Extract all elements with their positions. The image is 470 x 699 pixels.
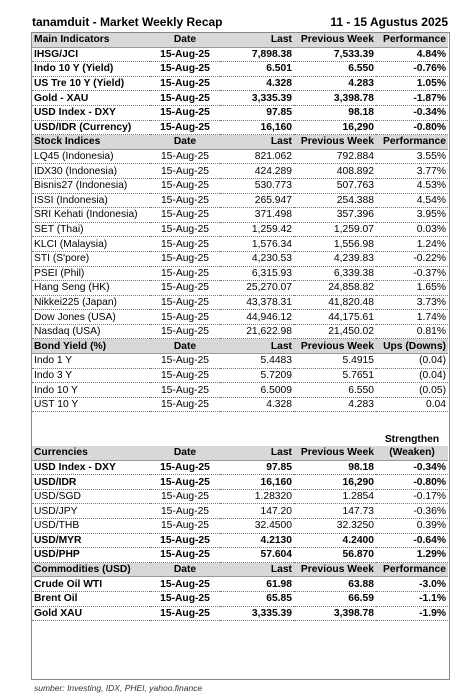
row-last: 57.604: [220, 548, 294, 563]
row-previous: 254.388: [294, 193, 376, 208]
column-header: Last: [220, 339, 294, 354]
spacer-row: [32, 412, 448, 426]
row-date: 15-Aug-25: [150, 164, 220, 179]
row-last: 821.062: [220, 149, 294, 164]
table-row: [32, 149, 448, 164]
row-date: 15-Aug-25: [150, 149, 220, 164]
row-last: 424.289: [220, 164, 294, 179]
section-title: Bond Yield (%): [32, 339, 150, 354]
row-last: 1,576.34: [220, 237, 294, 252]
row-label: SRI Kehati (Indonesia): [32, 208, 150, 223]
table-row: [32, 208, 448, 223]
row-date: 15-Aug-25: [150, 251, 220, 266]
table-row: [32, 368, 448, 383]
row-change: -0.76%: [376, 62, 448, 77]
row-date: 15-Aug-25: [150, 237, 220, 252]
row-previous: 6,339.38: [294, 266, 376, 281]
row-last: 265.947: [220, 193, 294, 208]
row-previous: 16,290: [294, 475, 376, 490]
table-row: [32, 62, 448, 77]
table-row: [32, 281, 448, 296]
section-title: Stock Indices: [32, 135, 150, 150]
row-previous: 1,259.07: [294, 222, 376, 237]
strengthen-row: [32, 426, 448, 446]
row-change: -0.36%: [376, 504, 448, 519]
column-header: Last: [220, 446, 294, 460]
row-last: 65.85: [220, 591, 294, 606]
row-previous: 44,175.61: [294, 310, 376, 325]
row-date: 15-Aug-25: [150, 47, 220, 62]
row-label: Indo 10 Y (Yield): [32, 62, 150, 77]
table-row: [32, 237, 448, 252]
table-row: [32, 222, 448, 237]
row-date: 15-Aug-25: [150, 295, 220, 310]
row-change: 4.53%: [376, 178, 448, 193]
section-header-row: [32, 135, 448, 150]
row-change: -0.34%: [376, 105, 448, 120]
row-last: 530.773: [220, 178, 294, 193]
row-previous: 66.59: [294, 591, 376, 606]
row-label: LQ45 (Indonesia): [32, 149, 150, 164]
row-change: -3.0%: [376, 577, 448, 592]
row-label: Bisnis27 (Indonesia): [32, 178, 150, 193]
row-change: 3.95%: [376, 208, 448, 223]
row-date: 15-Aug-25: [150, 105, 220, 120]
table-row: [32, 324, 448, 339]
row-date: 15-Aug-25: [150, 397, 220, 412]
row-previous: 56.870: [294, 548, 376, 563]
row-date: 15-Aug-25: [150, 548, 220, 563]
column-header: Performance: [376, 33, 448, 47]
row-previous: 4.283: [294, 397, 376, 412]
row-change: 4.54%: [376, 193, 448, 208]
row-label: USD/IDR: [32, 475, 150, 490]
column-header: Previous Week: [294, 562, 376, 577]
row-last: 3,335.39: [220, 91, 294, 106]
row-label: USD/JPY: [32, 504, 150, 519]
column-header: Previous Week: [294, 339, 376, 354]
row-change: 1.74%: [376, 310, 448, 325]
row-label: Indo 1 Y: [32, 354, 150, 369]
row-last: 61.98: [220, 577, 294, 592]
recap-table: [32, 33, 448, 621]
row-label: PSEI (Phil): [32, 266, 150, 281]
spacer-cell: [150, 412, 220, 426]
table-row: [32, 295, 448, 310]
row-change: 1.65%: [376, 281, 448, 296]
row-last: 5.7209: [220, 368, 294, 383]
section-header-row: [32, 339, 448, 354]
row-date: 15-Aug-25: [150, 606, 220, 621]
row-label: US Tre 10 Y (Yield): [32, 76, 150, 91]
row-date: 15-Aug-25: [150, 504, 220, 519]
spacer-cell: [220, 412, 294, 426]
row-change: 3.55%: [376, 149, 448, 164]
row-previous: 21,450.02: [294, 324, 376, 339]
row-date: 15-Aug-25: [150, 91, 220, 106]
section-header-row: [32, 562, 448, 577]
section-title: Main Indicators: [32, 33, 150, 47]
row-label: USD/MYR: [32, 533, 150, 548]
row-last: 44,946.12: [220, 310, 294, 325]
row-previous: 6.550: [294, 383, 376, 398]
row-date: 15-Aug-25: [150, 368, 220, 383]
row-label: Gold - XAU: [32, 91, 150, 106]
row-previous: 16,290: [294, 120, 376, 135]
row-change: -1.1%: [376, 591, 448, 606]
column-header: Last: [220, 33, 294, 47]
row-label: USD/PHP: [32, 548, 150, 563]
table-row: [32, 577, 448, 592]
row-change: -0.22%: [376, 251, 448, 266]
row-previous: 4.2400: [294, 533, 376, 548]
row-last: 4,230.53: [220, 251, 294, 266]
row-change: 0.04: [376, 397, 448, 412]
row-last: 4.328: [220, 76, 294, 91]
row-date: 15-Aug-25: [150, 310, 220, 325]
row-previous: 408.892: [294, 164, 376, 179]
row-label: STI (S'pore): [32, 251, 150, 266]
row-last: 43,378.31: [220, 295, 294, 310]
section-title: Commodities (USD): [32, 562, 150, 577]
row-previous: 24,858.82: [294, 281, 376, 296]
row-label: Crude Oil WTI: [32, 577, 150, 592]
table-row: [32, 47, 448, 62]
row-date: 15-Aug-25: [150, 266, 220, 281]
row-change: (0.04): [376, 368, 448, 383]
table-row: [32, 489, 448, 504]
table-row: [32, 504, 448, 519]
row-change: 3.73%: [376, 295, 448, 310]
row-last: 4.328: [220, 397, 294, 412]
row-date: 15-Aug-25: [150, 489, 220, 504]
column-header: Date: [150, 446, 220, 460]
row-label: KLCI (Malaysia): [32, 237, 150, 252]
row-change: 0.03%: [376, 222, 448, 237]
row-change: 4.84%: [376, 47, 448, 62]
table-row: [32, 397, 448, 412]
row-previous: 63.88: [294, 577, 376, 592]
report-period: 11 - 15 Agustus 2025: [330, 15, 448, 29]
row-last: 371.498: [220, 208, 294, 223]
column-header: Previous Week: [294, 446, 376, 460]
column-header: Date: [150, 562, 220, 577]
row-last: 3,335.39: [220, 606, 294, 621]
row-last: 7,898.38: [220, 47, 294, 62]
column-header: (Weaken): [376, 446, 448, 460]
column-header: Performance: [376, 562, 448, 577]
row-date: 15-Aug-25: [150, 460, 220, 475]
row-previous: 41,820.48: [294, 295, 376, 310]
row-label: SET (Thai): [32, 222, 150, 237]
row-last: 16,160: [220, 120, 294, 135]
row-previous: 7,533.39: [294, 47, 376, 62]
table-row: [32, 548, 448, 563]
table-row: [32, 519, 448, 534]
row-date: 15-Aug-25: [150, 324, 220, 339]
row-date: 15-Aug-25: [150, 533, 220, 548]
row-change: (0.04): [376, 354, 448, 369]
row-date: 15-Aug-25: [150, 519, 220, 534]
spacer-cell: [376, 412, 448, 426]
column-header: Date: [150, 33, 220, 47]
row-last: 97.85: [220, 105, 294, 120]
row-date: 15-Aug-25: [150, 120, 220, 135]
row-label: Gold XAU: [32, 606, 150, 621]
row-last: 6.5009: [220, 383, 294, 398]
table-row: [32, 475, 448, 490]
row-previous: 147.73: [294, 504, 376, 519]
column-header: Date: [150, 339, 220, 354]
table-row: [32, 193, 448, 208]
row-change: -0.64%: [376, 533, 448, 548]
row-last: 147.20: [220, 504, 294, 519]
table-row: [32, 354, 448, 369]
row-last: 21,622.98: [220, 324, 294, 339]
row-last: 32.4500: [220, 519, 294, 534]
table-row: [32, 460, 448, 475]
row-last: 1.28320: [220, 489, 294, 504]
row-previous: 507.763: [294, 178, 376, 193]
row-label: UST 10 Y: [32, 397, 150, 412]
row-label: IHSG/JCI: [32, 47, 150, 62]
table-row: [32, 383, 448, 398]
row-change: 1.05%: [376, 76, 448, 91]
row-change: 1.24%: [376, 237, 448, 252]
spacer-cell: [220, 426, 294, 446]
row-previous: 792.884: [294, 149, 376, 164]
row-change: 0.81%: [376, 324, 448, 339]
column-header: Performance: [376, 135, 448, 150]
section-header-row: [32, 33, 448, 47]
column-header: Last: [220, 562, 294, 577]
row-previous: 357.396: [294, 208, 376, 223]
row-change: 1.29%: [376, 548, 448, 563]
row-previous: 4,239.83: [294, 251, 376, 266]
row-last: 25,270.07: [220, 281, 294, 296]
row-last: 1,259.42: [220, 222, 294, 237]
row-label: IDX30 (Indonesia): [32, 164, 150, 179]
row-change: -0.80%: [376, 475, 448, 490]
spacer-cell: [150, 426, 220, 446]
row-previous: 5.7651: [294, 368, 376, 383]
row-change: -0.37%: [376, 266, 448, 281]
row-change: -1.87%: [376, 91, 448, 106]
column-header: Previous Week: [294, 33, 376, 47]
row-label: USD/THB: [32, 519, 150, 534]
row-label: Hang Seng (HK): [32, 281, 150, 296]
spacer-cell: [294, 426, 376, 446]
row-change: -0.34%: [376, 460, 448, 475]
row-label: USD/SGD: [32, 489, 150, 504]
row-date: 15-Aug-25: [150, 62, 220, 77]
row-last: 16,160: [220, 475, 294, 490]
table-row: [32, 178, 448, 193]
row-previous: 32.3250: [294, 519, 376, 534]
table-row: [32, 266, 448, 281]
table-row: [32, 76, 448, 91]
spacer-cell: [294, 412, 376, 426]
table-row: [32, 310, 448, 325]
row-previous: 1.2854: [294, 489, 376, 504]
row-label: Nasdaq (USA): [32, 324, 150, 339]
row-date: 15-Aug-25: [150, 208, 220, 223]
section-header-row: [32, 446, 448, 460]
table-row: [32, 91, 448, 106]
row-last: 5.4483: [220, 354, 294, 369]
table-row: [32, 105, 448, 120]
row-previous: 1,556.98: [294, 237, 376, 252]
row-change: -0.17%: [376, 489, 448, 504]
row-change: 0.39%: [376, 519, 448, 534]
row-label: USD Index - DXY: [32, 460, 150, 475]
table-row: [32, 606, 448, 621]
spacer-cell: [32, 412, 150, 426]
row-change: -0.80%: [376, 120, 448, 135]
row-date: 15-Aug-25: [150, 193, 220, 208]
row-date: 15-Aug-25: [150, 354, 220, 369]
row-last: 6.501: [220, 62, 294, 77]
table-row: [32, 251, 448, 266]
row-label: USD Index - DXY: [32, 105, 150, 120]
row-date: 15-Aug-25: [150, 577, 220, 592]
row-date: 15-Aug-25: [150, 475, 220, 490]
section-title: Currencies: [32, 446, 150, 460]
table-row: [32, 120, 448, 135]
row-previous: 6.550: [294, 62, 376, 77]
source-note: sumber: Investing, IDX, PHEI, yahoo.finance: [34, 683, 203, 693]
column-header: Date: [150, 135, 220, 150]
row-label: USD/IDR (Currency): [32, 120, 150, 135]
row-previous: 3,398.78: [294, 606, 376, 621]
column-header: Ups (Downs): [376, 339, 448, 354]
row-previous: 98.18: [294, 105, 376, 120]
row-last: 4.2130: [220, 533, 294, 548]
row-label: Nikkei225 (Japan): [32, 295, 150, 310]
row-previous: 4.283: [294, 76, 376, 91]
row-previous: 3,398.78: [294, 91, 376, 106]
row-previous: 5.4915: [294, 354, 376, 369]
row-date: 15-Aug-25: [150, 178, 220, 193]
spacer-cell: [32, 426, 150, 446]
row-date: 15-Aug-25: [150, 281, 220, 296]
strengthen-label: Strengthen: [376, 426, 448, 446]
row-last: 97.85: [220, 460, 294, 475]
row-last: 6,315.93: [220, 266, 294, 281]
column-header: Last: [220, 135, 294, 150]
row-change: (0.05): [376, 383, 448, 398]
row-change: 3.77%: [376, 164, 448, 179]
row-label: Indo 3 Y: [32, 368, 150, 383]
title-row: [32, 12, 448, 32]
row-label: ISSI (Indonesia): [32, 193, 150, 208]
table-row: [32, 164, 448, 179]
table-row: [32, 533, 448, 548]
row-date: 15-Aug-25: [150, 76, 220, 91]
table-row: [32, 591, 448, 606]
column-header: Previous Week: [294, 135, 376, 150]
row-label: Dow Jones (USA): [32, 310, 150, 325]
row-label: Indo 10 Y: [32, 383, 150, 398]
row-previous: 98.18: [294, 460, 376, 475]
row-label: Brent Oil: [32, 591, 150, 606]
row-date: 15-Aug-25: [150, 222, 220, 237]
report-title: tanamduit - Market Weekly Recap: [32, 15, 223, 29]
row-date: 15-Aug-25: [150, 383, 220, 398]
row-change: -1.9%: [376, 606, 448, 621]
row-date: 15-Aug-25: [150, 591, 220, 606]
